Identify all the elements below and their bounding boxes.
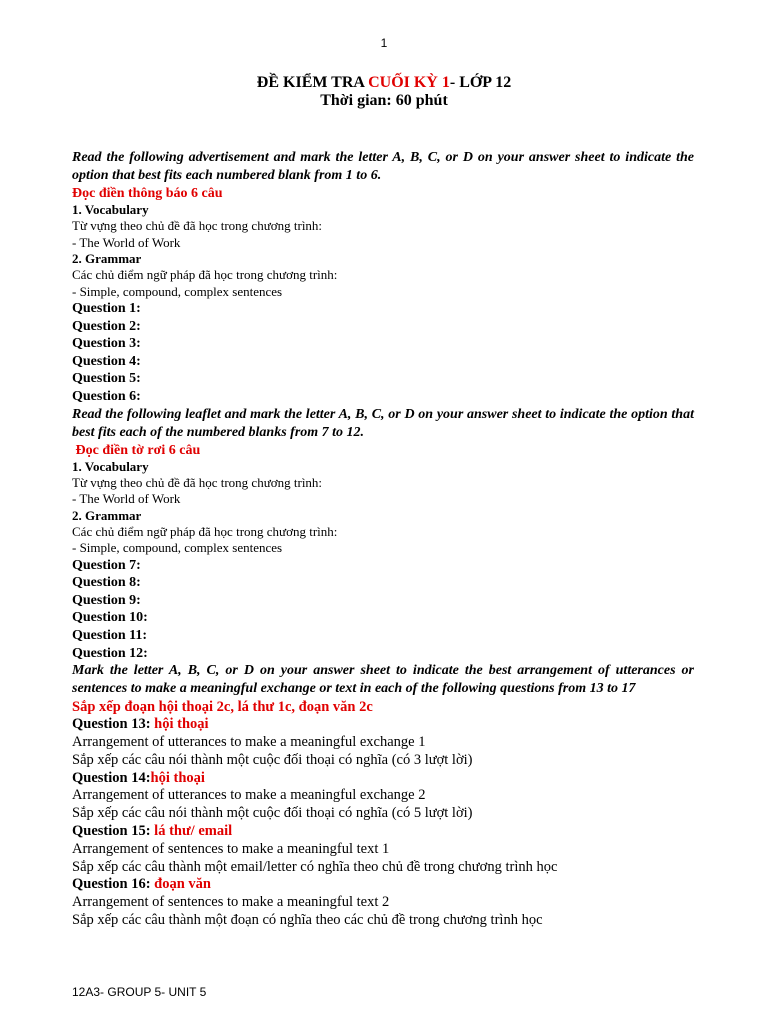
question-type-tag: hội thoại: [150, 769, 205, 786]
question-description: Arrangement of utterances to make a meaningful exchange 1: [72, 733, 426, 750]
question-heading: [72, 770, 694, 788]
question-label: Question 12:: [72, 645, 148, 661]
title-term: CUỐI KỲ 1: [368, 74, 450, 91]
section1-grammar-item: - Simple, compound, complex sentences: [72, 283, 283, 299]
section2-instruction: Read the following leaflet and mark the letter A, B, C, or D on your answer sheet to indicate the option that best fits each of the numbered blanks from 7 to 12.: [72, 406, 694, 440]
question-heading: [72, 716, 694, 734]
question-type-tag: hội thoại: [154, 716, 209, 733]
document-body: [72, 149, 694, 930]
title-part-1: ĐỀ KIỂM TRA: [256, 74, 369, 91]
section2-vocab-desc: Từ vựng theo chủ đề đã học trong chương trình:: [72, 474, 323, 490]
section1-instruction: Read the following advertisement and mark the letter A, B, C, or D on your answer sheet to indicate the option that best fits each numbered blank from 1 to 6.: [72, 150, 694, 183]
question-label: Question 1:: [72, 301, 141, 316]
title-line-1: [0, 74, 768, 92]
section1-vocab-item: - The World of Work: [72, 234, 181, 250]
section2-grammar-heading: 2. Grammar: [72, 507, 142, 523]
question-description-vi: Sắp xếp các câu nói thành một cuộc đối thoại có nghĩa (có 3 lượt lời): [72, 751, 473, 768]
section2-red-heading: Đọc điền tờ rơi 6 câu: [72, 442, 201, 458]
question-label: Question 13:: [72, 716, 155, 733]
question-description: Arrangement of sentences to make a meaningful text 2: [72, 894, 390, 911]
question-description-vi: Sắp xếp các câu thành một email/letter có nghĩa theo chủ đề trong chương trình học: [72, 858, 558, 875]
question-heading: [72, 876, 694, 894]
question-label: Question 5:: [72, 371, 141, 387]
title-duration: Thời gian: 60 phút: [320, 92, 448, 109]
question-label: Question 16:: [72, 876, 155, 893]
section1-vocab-desc: Từ vựng theo chủ đề đã học trong chương trình:: [72, 218, 323, 233]
section3-instruction: Mark the letter A, B, C, or D on your answer sheet to indicate the best arrangement of utterances or sentences to make a meaningful exchange or text in each of the following questions from 13 to 17: [72, 663, 694, 697]
question-heading: [72, 823, 694, 841]
section2-vocab-heading: 1. Vocabulary: [72, 458, 149, 474]
question-description: Arrangement of utterances to make a meaningful exchange 2: [72, 787, 426, 804]
question-description-vi: Sắp xếp các câu thành một đoạn có nghĩa theo các chủ đề trong chương trình học: [72, 911, 543, 928]
question-description: Arrangement of sentences to make a meaningful text 1: [72, 840, 390, 857]
document-title: [0, 74, 768, 110]
question-label: Question 3:: [72, 336, 141, 352]
section2-grammar-desc: Các chủ điểm ngữ pháp đã học trong chương trình:: [72, 523, 338, 539]
question-label: Question 15:: [72, 822, 155, 839]
question-type-tag: đoạn văn: [154, 876, 211, 893]
question-label: Question 8:: [72, 575, 141, 591]
page-number: 1: [380, 36, 388, 50]
question-label: Question 2:: [72, 318, 141, 334]
question-type-tag: lá thư/ email: [154, 822, 233, 839]
question-label: Question 10:: [72, 610, 148, 626]
question-label: Question 11:: [72, 627, 148, 643]
section2-grammar-item: - Simple, compound, complex sentences: [72, 540, 283, 556]
section3-red-heading: Sắp xếp đoạn hội thoại 2c, lá thư 1c, đoạn văn 2c: [72, 699, 373, 716]
title-part-2: - LỚP 12: [449, 74, 512, 91]
question-label: Question 14:: [72, 769, 151, 786]
question-label: Question 7:: [72, 557, 141, 573]
section1-red-heading: Đọc điền thông báo 6 câu: [72, 186, 223, 201]
question-description-vi: Sắp xếp các câu nói thành một cuộc đối thoại có nghĩa (có 5 lượt lời): [72, 805, 473, 822]
section1-grammar-heading: 2. Grammar: [72, 251, 142, 266]
question-label: Question 4:: [72, 353, 141, 369]
section1-vocab-heading: 1. Vocabulary: [72, 202, 149, 217]
page-footer: 12A3- GROUP 5- UNIT 5: [72, 985, 207, 999]
question-label: Question 9:: [72, 592, 141, 608]
question-label: Question 6:: [72, 388, 141, 404]
section1-grammar-desc: Các chủ điểm ngữ pháp đã học trong chương trình:: [72, 267, 338, 282]
section2-vocab-item: - The World of Work: [72, 491, 181, 507]
